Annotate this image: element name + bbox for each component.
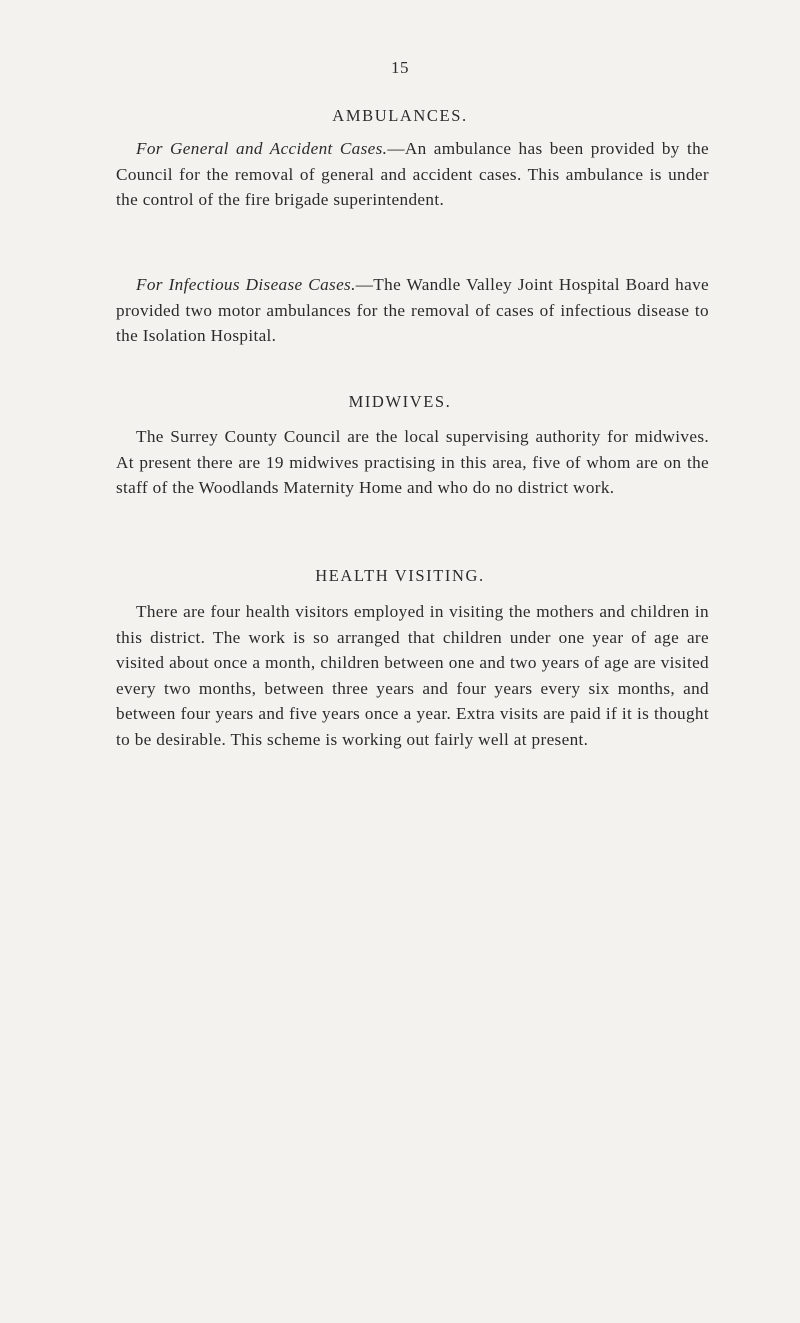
general-accident-text: —An ambulance has been provided by the Council for the removal of general and accident cases. This ambulance is under the control of the fire brigade superintendent. xyxy=(116,139,709,209)
health-visiting-text: There are four health visitors employed in visiting the mothers and children in this district. The work is so arranged that children under one year of age are visited about once a month, children between one and two years of age are visited every two months, between three years and four years every six months, and between four years and five years once a year. Extra visits are paid if it is thought to be desirable. This scheme is working out fairly well at present. xyxy=(116,602,709,749)
general-accident-lead: For General and Accident Cases. xyxy=(136,139,388,158)
ambulances-heading: AMBULANCES. xyxy=(332,106,468,125)
infectious-disease-text: —The Wandle Valley Joint Hospital Board have provided two motor ambulances for the removal of cases of infectious disease to the Isolation Hospital. xyxy=(116,275,710,345)
page-number: 15 xyxy=(391,58,409,77)
infectious-disease-paragraph xyxy=(116,272,709,349)
midwives-text: The Surrey County Council are the local supervising authority for midwives. At present there are 19 midwives practising in this area, five of whom are on the staff of the Woodlands Maternity Home and who do no district work. xyxy=(116,427,709,497)
midwives-paragraph xyxy=(116,424,709,501)
health-visiting-heading: HEALTH VISITING. xyxy=(315,566,485,585)
midwives-heading: MIDWIVES. xyxy=(348,392,452,411)
infectious-disease-lead: For Infectious Disease Cases. xyxy=(136,275,356,294)
health-visiting-paragraph xyxy=(116,599,709,752)
general-accident-paragraph xyxy=(116,136,709,213)
